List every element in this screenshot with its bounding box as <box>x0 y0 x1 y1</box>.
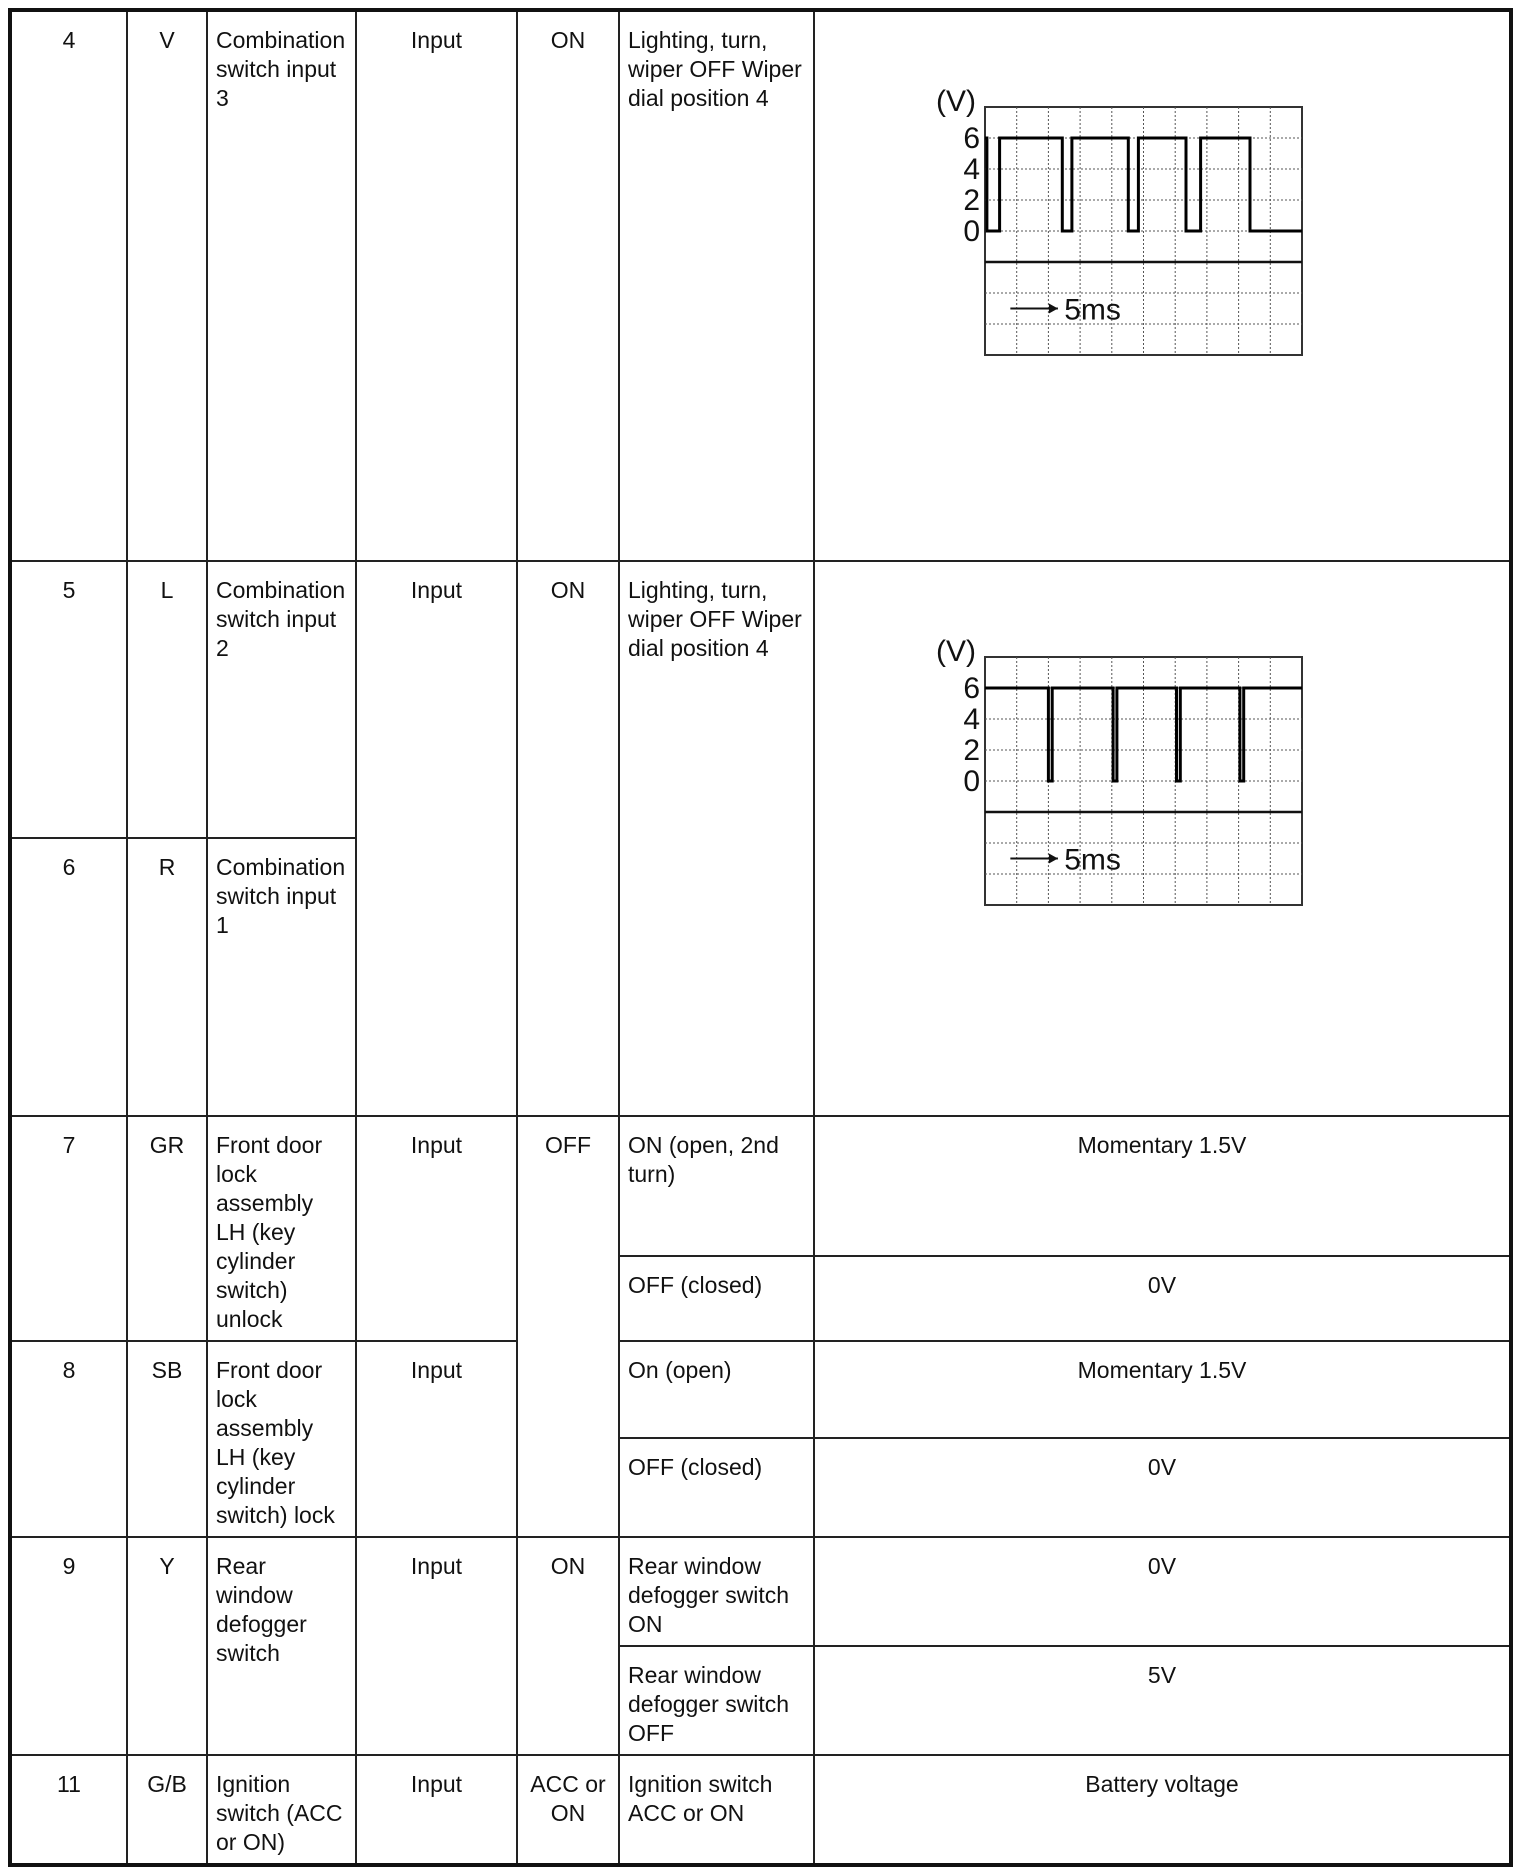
signal-type: Input <box>356 1341 517 1537</box>
condition: Ignition switch ACC or ON <box>619 1755 814 1865</box>
wire-color: Y <box>127 1537 207 1755</box>
table-row <box>10 1116 1511 1256</box>
signal-type: Input <box>356 1537 517 1755</box>
y-tick-label: 2 <box>963 184 980 217</box>
reference-value: Momentary 1.5V <box>814 1341 1511 1438</box>
ignition-state: OFF <box>517 1116 619 1537</box>
table-row <box>10 1341 1511 1438</box>
waveform-cell <box>814 10 1511 561</box>
y-unit-label: (V) <box>936 637 976 668</box>
terminal-number: 6 <box>10 838 127 1116</box>
terminal-table <box>8 8 1513 1867</box>
terminal-number: 11 <box>10 1755 127 1865</box>
wire-color: R <box>127 838 207 1116</box>
ignition-state: ACC or ON <box>517 1755 619 1865</box>
wire-color: G/B <box>127 1755 207 1865</box>
item-name: Front door lock assembly LH (key cylinder switch) lock <box>207 1341 356 1537</box>
y-tick-label: 6 <box>963 122 980 155</box>
condition: ON (open, 2nd turn) <box>619 1116 814 1256</box>
reference-value: 5V <box>814 1646 1511 1755</box>
terminal-number: 5 <box>10 561 127 838</box>
terminal-number: 8 <box>10 1341 127 1537</box>
reference-value: 0V <box>814 1256 1511 1341</box>
y-tick-label: 6 <box>963 672 980 705</box>
waveform-cell <box>814 561 1511 1116</box>
reference-value: 0V <box>814 1537 1511 1646</box>
table-row <box>10 1755 1511 1865</box>
table-row <box>10 10 1511 561</box>
wire-color: V <box>127 10 207 561</box>
table-row <box>10 1537 1511 1646</box>
waveform-chart-1 <box>930 87 1310 362</box>
condition: Lighting, turn, wiper OFF Wiper dial position 4 <box>619 561 814 1116</box>
wire-color: SB <box>127 1341 207 1537</box>
reference-value: Momentary 1.5V <box>814 1116 1511 1256</box>
time-division-label: 5ms <box>1064 843 1121 877</box>
reference-value: 0V <box>814 1438 1511 1537</box>
condition: OFF (closed) <box>619 1438 814 1537</box>
item-name: Ignition switch (ACC or ON) <box>207 1755 356 1865</box>
item-name: Front door lock assembly LH (key cylinder switch) unlock <box>207 1116 356 1341</box>
terminal-number: 7 <box>10 1116 127 1341</box>
y-tick-label: 2 <box>963 734 980 767</box>
wire-color: GR <box>127 1116 207 1341</box>
waveform-chart-1-svg <box>930 87 1310 362</box>
time-division-label: 5ms <box>1064 293 1121 327</box>
ignition-state: ON <box>517 10 619 561</box>
ignition-state: ON <box>517 1537 619 1755</box>
waveform-chart-2 <box>930 637 1310 912</box>
waveform-chart-2-svg <box>930 637 1310 912</box>
terminal-number: 4 <box>10 10 127 561</box>
ignition-state: ON <box>517 561 619 1116</box>
y-tick-label: 0 <box>963 215 980 248</box>
item-name: Combination switch input 3 <box>207 10 356 561</box>
signal-type: Input <box>356 1116 517 1341</box>
condition: Rear window defogger switch ON <box>619 1537 814 1646</box>
y-tick-label: 4 <box>963 703 980 736</box>
y-tick-label: 0 <box>963 765 980 798</box>
terminal-number: 9 <box>10 1537 127 1755</box>
condition: Lighting, turn, wiper OFF Wiper dial position 4 <box>619 10 814 561</box>
terminal-spec-sheet <box>8 8 1513 1867</box>
y-tick-label: 4 <box>963 153 980 186</box>
wire-color: L <box>127 561 207 838</box>
table-row <box>10 561 1511 838</box>
item-name: Combination switch input 1 <box>207 838 356 1116</box>
condition: On (open) <box>619 1341 814 1438</box>
condition: Rear window defogger switch OFF <box>619 1646 814 1755</box>
signal-type: Input <box>356 561 517 1116</box>
condition: OFF (closed) <box>619 1256 814 1341</box>
y-unit-label: (V) <box>936 87 976 118</box>
reference-value: Battery voltage <box>814 1755 1511 1865</box>
signal-type: Input <box>356 1755 517 1865</box>
signal-type: Input <box>356 10 517 561</box>
item-name: Rear window defogger switch <box>207 1537 356 1755</box>
item-name: Combination switch input 2 <box>207 561 356 838</box>
